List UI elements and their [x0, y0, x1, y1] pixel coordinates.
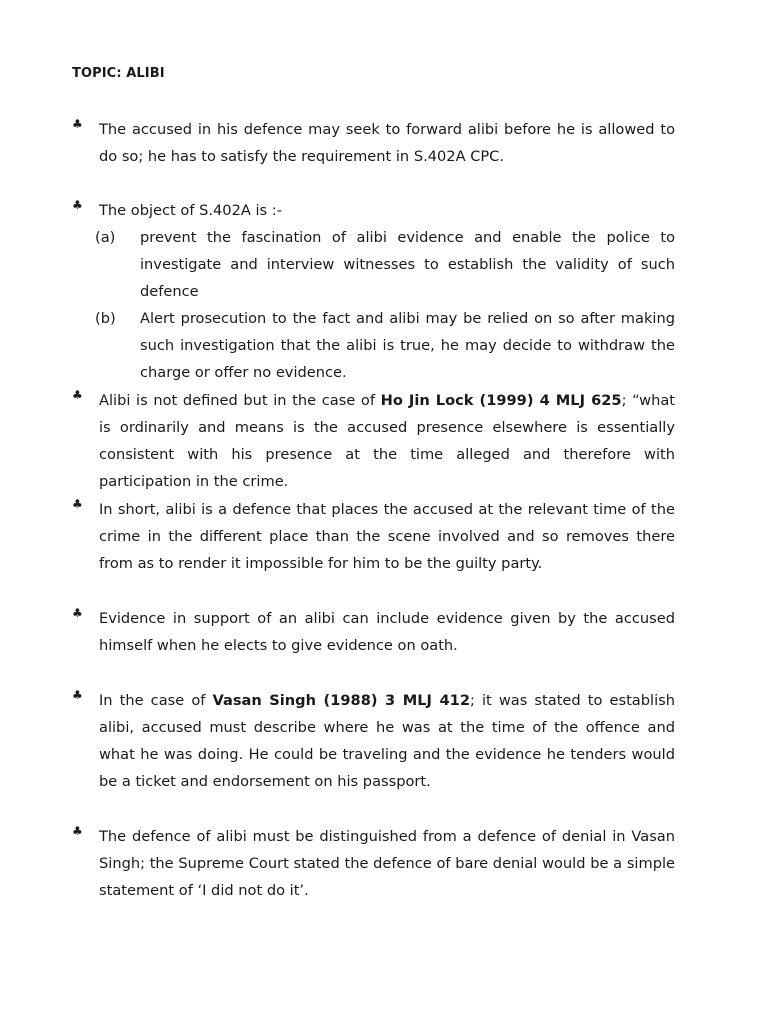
club-suit-icon: ♣: [72, 117, 83, 131]
text-run: In the case of: [99, 692, 213, 709]
case-citation: Ho Jin Lock (1999) 4 MLJ 625: [380, 392, 622, 409]
page-title: TOPIC: ALIBI: [72, 66, 165, 81]
bullet-item-5: [72, 605, 675, 659]
bullet-item-4: [72, 496, 675, 577]
sub-item-text: Alert prosecution to the fact and alibi may be relied on so after making such investigation that the alibi is true, he may decide to withdraw the charge or offer no evidence.: [140, 310, 675, 381]
bullet-text: The object of S.402A is :-: [99, 202, 282, 219]
club-suit-icon: ♣: [72, 824, 83, 838]
sub-item-marker: (a): [95, 229, 116, 246]
sub-item-marker: (b): [95, 310, 116, 327]
case-citation: Vasan Singh (1988) 3 MLJ 412: [212, 692, 470, 709]
text-run: Alibi is not defined but in the case of: [99, 392, 381, 409]
club-suit-icon: ♣: [72, 198, 83, 212]
bullet-item-3: [72, 387, 675, 495]
bullet-item-7: [72, 823, 675, 904]
bullet-text: [99, 687, 675, 795]
sub-item-a: [95, 224, 675, 305]
text-run: ; “what is ordinarily and means is the accused presence elsewhere is essentially consistent with his presence at the time alleged and therefore with participation in the crime.: [99, 392, 676, 490]
bullet-item-6: [72, 687, 675, 795]
sub-item-b: [95, 305, 675, 386]
bullet-text: Evidence in support of an alibi can include evidence given by the accused himself when he elects to give evidence on oath.: [99, 610, 675, 654]
bullet-item-1: [72, 116, 675, 170]
text-run: ; it was stated to establish alibi, accused must describe where he was at the time of the offence and what he was doing. He could be traveling and the evidence he tenders would be a ticket and endorsement on his passport.: [99, 692, 675, 790]
bullet-text: The defence of alibi must be distinguished from a defence of denial in Vasan Singh; the Supreme Court stated the defence of bare denial would be a simple statement of ‘I did not do it’.: [99, 828, 675, 899]
bullet-text: The accused in his defence may seek to forward alibi before he is allowed to do so; he has to satisfy the requirement in S.402A CPC.: [99, 121, 675, 165]
bullet-text: In short, alibi is a defence that places the accused at the relevant time of the crime in the different place than the scene involved and so removes there from as to render it impossible for him to be the guilty party.: [99, 501, 675, 572]
club-suit-icon: ♣: [72, 688, 83, 702]
bullet-text: [99, 387, 675, 495]
sub-item-text: prevent the fascination of alibi evidence and enable the police to investigate and interview witnesses to establish the validity of such defence: [140, 229, 675, 300]
club-suit-icon: ♣: [72, 497, 83, 511]
club-suit-icon: ♣: [72, 606, 83, 620]
club-suit-icon: ♣: [72, 388, 83, 402]
bullet-item-2: [72, 197, 675, 386]
